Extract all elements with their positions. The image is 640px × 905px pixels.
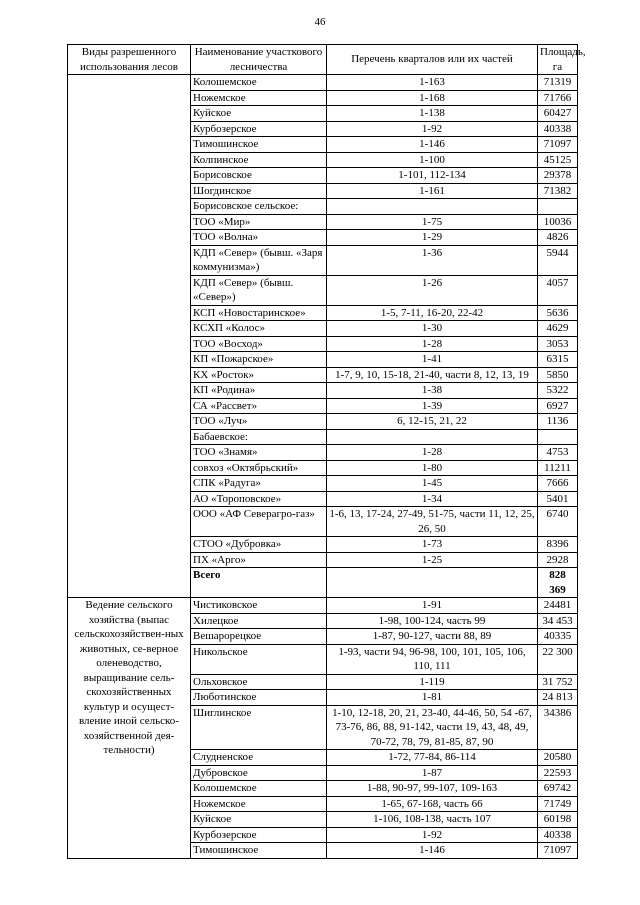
quarters-cell: 1-168 [327, 90, 538, 106]
area-cell: 40335 [538, 629, 578, 645]
quarters-cell [327, 199, 538, 215]
area-cell: 31 752 [538, 674, 578, 690]
area-cell: 6740 [538, 507, 578, 537]
area-cell: 4057 [538, 275, 578, 305]
area-cell: 2928 [538, 552, 578, 568]
quarters-cell: 1-98, 100-124, часть 99 [327, 613, 538, 629]
area-cell: 71097 [538, 843, 578, 859]
area-cell: 40338 [538, 121, 578, 137]
area-cell: 4629 [538, 321, 578, 337]
quarters-cell: 1-91 [327, 598, 538, 614]
quarters-cell: 1-28 [327, 445, 538, 461]
area-cell: 5401 [538, 491, 578, 507]
area-cell: 29378 [538, 168, 578, 184]
forestry-cell: Куйское [191, 106, 327, 122]
quarters-cell: 1-38 [327, 383, 538, 399]
forestry-cell: Бабаевское: [191, 429, 327, 445]
quarters-cell: 1-119 [327, 674, 538, 690]
quarters-cell: 1-92 [327, 827, 538, 843]
quarters-cell: 1-36 [327, 245, 538, 275]
quarters-cell: 1-34 [327, 491, 538, 507]
forestry-cell: Чистиковское [191, 598, 327, 614]
header-quarters: Перечень кварталов или их частей [327, 45, 538, 75]
quarters-cell: 1-25 [327, 552, 538, 568]
area-cell: 34386 [538, 705, 578, 750]
forestry-cell: Колошемское [191, 781, 327, 797]
area-cell: 5322 [538, 383, 578, 399]
forestry-cell: ООО «АФ Северагро-газ» [191, 507, 327, 537]
forestry-cell: ТОО «Мир» [191, 214, 327, 230]
area-cell: 24 813 [538, 690, 578, 706]
header-use: Виды разрешенного использования лесов [68, 45, 191, 75]
header-forestry: Наименование участкового лесничества [191, 45, 327, 75]
forestry-cell: Борисовское сельское: [191, 199, 327, 215]
quarters-cell: 1-26 [327, 275, 538, 305]
quarters-cell: 1-101, 112-134 [327, 168, 538, 184]
quarters-cell: 1-163 [327, 75, 538, 91]
area-cell: 4753 [538, 445, 578, 461]
forestry-cell: Борисовское [191, 168, 327, 184]
page-number: 46 [314, 16, 326, 28]
area-cell: 45125 [538, 152, 578, 168]
area-cell: 6927 [538, 398, 578, 414]
forestry-cell: Ножемское [191, 796, 327, 812]
area-cell: 34 453 [538, 613, 578, 629]
area-cell [538, 429, 578, 445]
quarters-cell: 1-7, 9, 10, 15-18, 21-40, части 8, 12, 13, 19 [327, 367, 538, 383]
area-cell: 60198 [538, 812, 578, 828]
quarters-cell: 1-88, 90-97, 99-107, 109-163 [327, 781, 538, 797]
quarters-cell: 1-30 [327, 321, 538, 337]
forestry-cell: ТОО «Восход» [191, 336, 327, 352]
forestry-cell: Тимошинское [191, 137, 327, 153]
forest-use-table [67, 44, 586, 859]
quarters-cell: 1-10, 12-18, 20, 21, 23-40, 44-46, 50, 54 -67, 73-76, 86, 88, 91-142, части 19, 43, 48, 49, 70-72, 78, 79, 81-85, 87, 90 [327, 705, 538, 750]
forestry-cell: СА «Рассвет» [191, 398, 327, 414]
forestry-cell: Шиглинское [191, 705, 327, 750]
area-cell [538, 199, 578, 215]
area-cell: 22 300 [538, 644, 578, 674]
area-cell: 3053 [538, 336, 578, 352]
area-cell: 71382 [538, 183, 578, 199]
area-cell: 11211 [538, 460, 578, 476]
quarters-cell: 1-146 [327, 843, 538, 859]
area-cell: 71097 [538, 137, 578, 153]
forestry-cell: КХ «Росток» [191, 367, 327, 383]
area-cell: 7666 [538, 476, 578, 492]
quarters-cell: 1-138 [327, 106, 538, 122]
forestry-cell: Колошемское [191, 75, 327, 91]
forestry-cell: КДП «Север» (бывш. «Север») [191, 275, 327, 305]
area-cell: 71749 [538, 796, 578, 812]
quarters-cell: 1-45 [327, 476, 538, 492]
quarters-cell: 1-73 [327, 537, 538, 553]
area-cell: 60427 [538, 106, 578, 122]
quarters-cell: 1-75 [327, 214, 538, 230]
forestry-cell: КП «Пожарское» [191, 352, 327, 368]
quarters-cell: 1-80 [327, 460, 538, 476]
forestry-cell: Тимошинское [191, 843, 327, 859]
forestry-cell: Хилецкое [191, 613, 327, 629]
area-cell: 8396 [538, 537, 578, 553]
forestry-cell: ТОО «Знамя» [191, 445, 327, 461]
quarters-cell: 1-100 [327, 152, 538, 168]
forestry-cell: Никольское [191, 644, 327, 674]
quarters-cell: 1-92 [327, 121, 538, 137]
quarters-cell [327, 429, 538, 445]
forestry-cell: Дубровское [191, 765, 327, 781]
quarters-cell: 1-28 [327, 336, 538, 352]
forestry-cell: СТОО «Дубровка» [191, 537, 327, 553]
area-cell: 20580 [538, 750, 578, 766]
quarters-cell: 1-87 [327, 765, 538, 781]
forestry-cell: ТОО «Луч» [191, 414, 327, 430]
quarters-cell: 1-5, 7-11, 16-20, 22-42 [327, 305, 538, 321]
area-cell: 71766 [538, 90, 578, 106]
area-cell: 5636 [538, 305, 578, 321]
table-row [68, 75, 578, 91]
forestry-cell: Люботинское [191, 690, 327, 706]
use-cell-1 [68, 75, 191, 598]
forestry-cell: Куйское [191, 812, 327, 828]
area-cell: 40338 [538, 827, 578, 843]
forestry-cell: ТОО «Волна» [191, 230, 327, 246]
forestry-cell: Шогдинское [191, 183, 327, 199]
table-body [68, 75, 578, 859]
area-cell: 71319 [538, 75, 578, 91]
forestry-cell: КСП «Новостаринское» [191, 305, 327, 321]
quarters-cell: 1-87, 90-127, части 88, 89 [327, 629, 538, 645]
area-cell: 22593 [538, 765, 578, 781]
forestry-cell: КП «Родина» [191, 383, 327, 399]
forestry-cell: КСХП «Колос» [191, 321, 327, 337]
forestry-cell: АО «Тороповское» [191, 491, 327, 507]
area-cell: 5850 [538, 367, 578, 383]
total-quarters [327, 568, 538, 598]
quarters-cell: 1-72, 77-84, 86-114 [327, 750, 538, 766]
area-cell: 1136 [538, 414, 578, 430]
forestry-cell: Курбозерское [191, 827, 327, 843]
table-row [68, 598, 578, 614]
forestry-cell: СПК «Радуга» [191, 476, 327, 492]
header-area: Площадь, га [538, 45, 578, 75]
area-cell: 6315 [538, 352, 578, 368]
area-cell: 24481 [538, 598, 578, 614]
use-cell-agriculture: Ведение сельского хозяйства (выпас сельскохозяйствен-ных животных, се-верное оленеводство, выращивание сель-скохозяйственных культур и осущест-вление иной сельско-хозяйственной дея-тельности) [68, 598, 191, 859]
forestry-cell: ПХ «Арго» [191, 552, 327, 568]
forestry-cell: Ножемское [191, 90, 327, 106]
forestry-cell: КДП «Север» (бывш. «Заря коммунизма») [191, 245, 327, 275]
area-cell: 10036 [538, 214, 578, 230]
quarters-cell: 1-106, 108-138, часть 107 [327, 812, 538, 828]
header-row [68, 45, 578, 75]
quarters-cell: 1-29 [327, 230, 538, 246]
total-label: Всего [191, 568, 327, 598]
total-area: 828 369 [538, 568, 578, 598]
quarters-cell: 1-65, 67-168, часть 66 [327, 796, 538, 812]
forestry-cell: Слудненское [191, 750, 327, 766]
forestry-cell: Вешарорецкое [191, 629, 327, 645]
quarters-cell: 1-41 [327, 352, 538, 368]
forestry-cell: Курбозерское [191, 121, 327, 137]
forestry-cell: Колпинское [191, 152, 327, 168]
area-cell: 5944 [538, 245, 578, 275]
quarters-cell: 1-161 [327, 183, 538, 199]
quarters-cell: 1-81 [327, 690, 538, 706]
forestry-cell: Ольховское [191, 674, 327, 690]
quarters-cell: 1-146 [327, 137, 538, 153]
area-cell: 4826 [538, 230, 578, 246]
area-cell: 69742 [538, 781, 578, 797]
forestry-cell: совхоз «Октябрьский» [191, 460, 327, 476]
quarters-cell: 1-39 [327, 398, 538, 414]
quarters-cell: 6, 12-15, 21, 22 [327, 414, 538, 430]
quarters-cell: 1-93, части 94, 96-98, 100, 101, 105, 106, 110, 111 [327, 644, 538, 674]
quarters-cell: 1-6, 13, 17-24, 27-49, 51-75, части 11, 12, 25, 26, 50 [327, 507, 538, 537]
